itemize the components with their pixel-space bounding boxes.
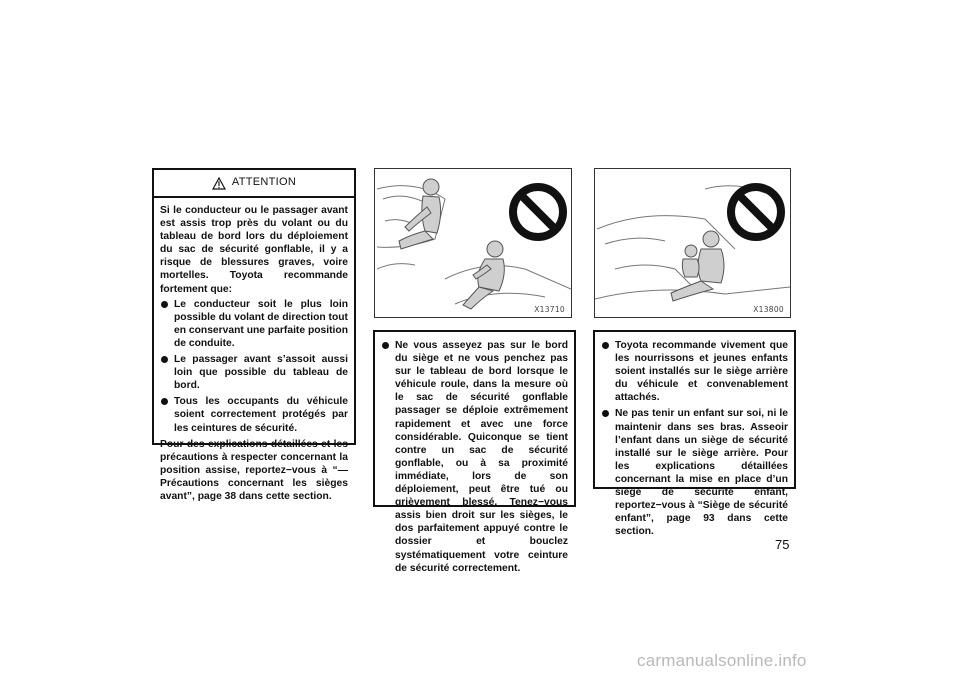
attention-heading: ATTENTION xyxy=(231,176,297,189)
list-item: Ne pas tenir un enfant sur soi, ni le maintenir dans ses bras. Asseoir l’enfant dans un siège de sécurité installé sur le siège arrière. Pour les explications détaillées concernant la mise en place d’un siège de sécurité enfant, reportez−vous à “Siège de sécurité enfant”, page 93 dans cette section. xyxy=(601,407,788,538)
warning-bullet-list xyxy=(601,339,788,538)
attention-intro: Si le conducteur ou le passager avant est assis trop près du volant ou du tableau de bord lors du déploiement du sac de sécurité gonflable, il y a risque de blessures graves, voire mortelles. Toyota recommande fortement que: xyxy=(160,205,348,295)
bullet-icon xyxy=(382,342,389,349)
prohibition-icon xyxy=(725,181,787,243)
bullet-icon xyxy=(602,342,609,349)
bullet-icon xyxy=(161,356,168,363)
figure-code: X13710 xyxy=(534,305,565,314)
figure-child-on-lap xyxy=(594,168,791,318)
attention-box xyxy=(152,168,356,502)
warning-bullet-list xyxy=(381,339,568,575)
warning-triangle-icon xyxy=(212,177,226,190)
bullet-icon xyxy=(602,410,609,417)
list-item: Ne vous asseyez pas sur le bord du siège et ne vous penchez pas sur le tableau de bord lorsque le véhicule roule, dans la mesure où le sac de sécurité gonflable passager se déploie extrêmement rapidement et avec une force considérable. Quiconque se tient contre un sac de sécurité gonflable, ou à sa proximité immédiate, lors de son déploiement, peut être tué ou grièvement blessé. Tenez−vous assis bien droit sur les sièges, le dos parfaitement appuyé contre le dossier et bouclez systématiquement votre ceinture de sécurité correctement. xyxy=(381,339,568,575)
bullet-icon xyxy=(161,398,168,405)
watermark: carmanualsonline.info xyxy=(637,651,807,670)
attention-bullet-list xyxy=(160,298,348,435)
figure-seating-posture xyxy=(374,168,572,318)
figure-code: X13800 xyxy=(753,305,784,314)
list-item: Tous les occupants du véhicule soient correctement protégés par les ceintures de sécurité. xyxy=(160,395,348,434)
warning-box-children xyxy=(593,330,796,538)
list-item: Le passager avant s’assoit aussi loin que possible du tableau de bord. xyxy=(160,353,348,392)
attention-closing: Pour des explications détaillées et les précautions à respecter concernant la position assise, reportez−vous à “—Précautions concernant les sièges avant”, page 38 dans cette section. xyxy=(160,438,348,502)
list-item: Le conducteur soit le plus loin possible du volant de direction tout en conservant une parfaite position de conduite. xyxy=(160,298,348,350)
bullet-icon xyxy=(161,301,168,308)
prohibition-icon xyxy=(507,181,569,243)
page-number: 75 xyxy=(775,537,790,552)
list-item: Toyota recommande vivement que les nourrissons et jeunes enfants soient installés sur le siège arrière du véhicule et convenablement attachés. xyxy=(601,339,788,404)
warning-box-seating xyxy=(373,330,576,574)
attention-header xyxy=(154,170,354,198)
